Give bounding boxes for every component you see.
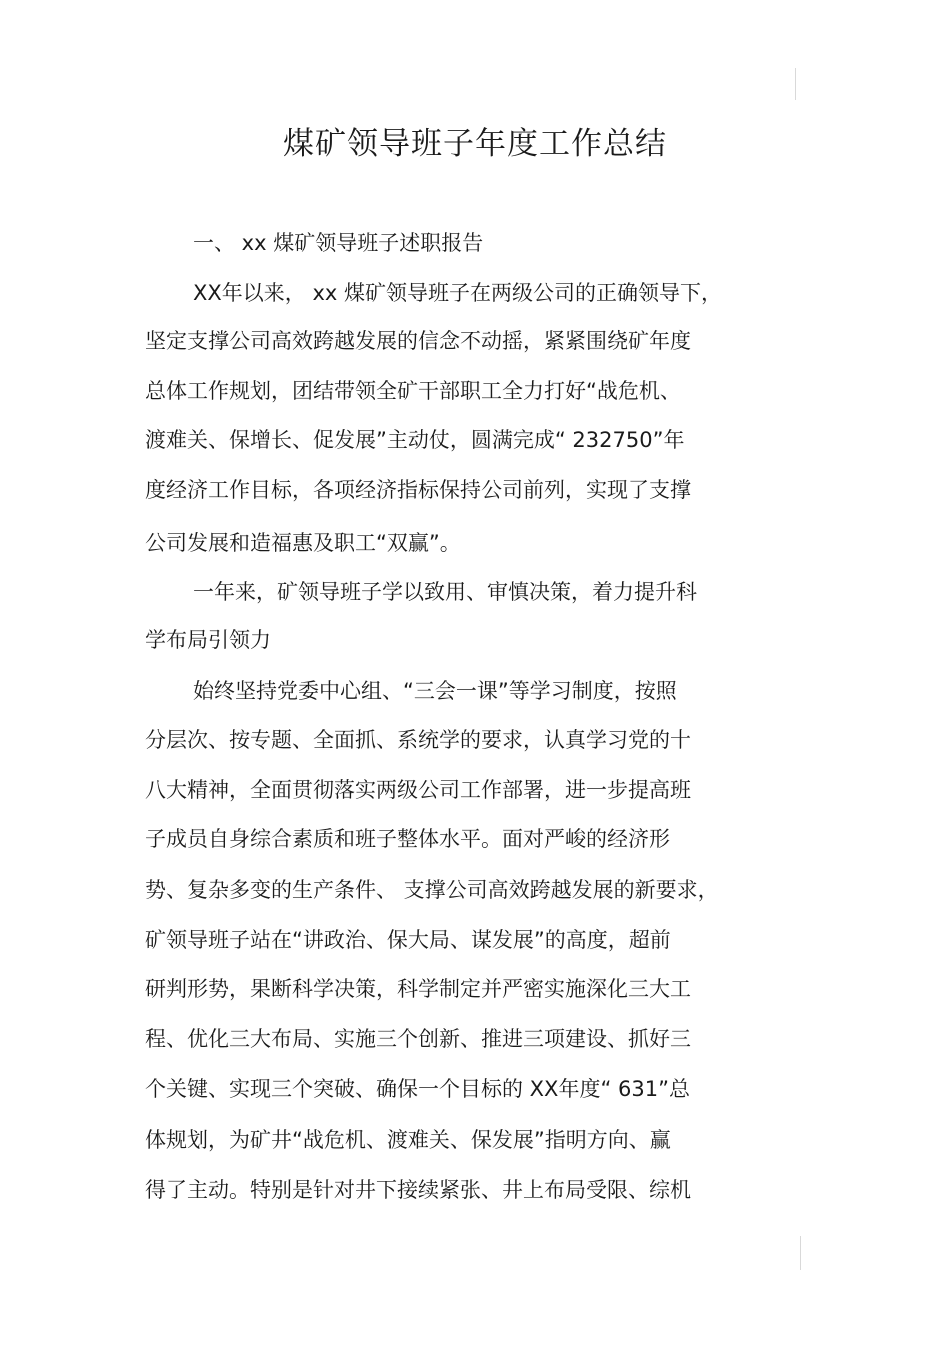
paragraph-line: 研判形势，果断科学决策，科学制定并严密实施深化三大工 [145, 977, 691, 1001]
paragraph-line: 公司发展和造福惠及职工“双赢”。 [145, 531, 461, 555]
paragraph-line: 个关键、实现三个突破、确保一个目标的 XX年度“ 631”总 [145, 1077, 690, 1101]
paragraph-line: 势、复杂多变的生产条件、 支撑公司高效跨越发展的新要求， [145, 878, 719, 902]
paragraph-line: 一年来，矿领导班子学以致用、审慎决策，着力提升科 [193, 580, 697, 604]
paragraph-line: XX年以来， xx 煤矿领导班子在两级公司的正确领导下， [193, 281, 722, 305]
paragraph-line: 分层次、按专题、全面抓、系统学的要求，认真学习党的十 [145, 728, 691, 752]
paragraph-line: 体规划，为矿井“战危机、渡难关、保发展”指明方向、赢 [145, 1128, 671, 1152]
paragraph-line: 总体工作规划，团结带领全矿干部职工全力打好“战危机、 [145, 379, 681, 403]
page-corner-mark-top [795, 68, 796, 100]
paragraph-line: 渡难关、保增长、促发展”主动仗，圆满完成“ 232750”年 [145, 428, 685, 452]
paragraph-line: 得了主动。特别是针对井下接续紧张、井上布局受限、综机 [145, 1178, 691, 1202]
paragraph-line: 坚定支撑公司高效跨越发展的信念不动摇，紧紧围绕矿年度 [145, 329, 691, 353]
page-corner-mark-bottom [800, 1236, 801, 1270]
paragraph-line: 程、优化三大布局、实施三个创新、推进三项建设、抓好三 [145, 1027, 691, 1051]
paragraph-line: 度经济工作目标，各项经济指标保持公司前列，实现了支撑 [145, 478, 691, 502]
paragraph-line: 始终坚持党委中心组、“三会一课”等学习制度，按照 [193, 679, 677, 703]
paragraph-line: 子成员自身综合素质和班子整体水平。面对严峻的经济形 [145, 827, 670, 851]
paragraph-line: 矿领导班子站在“讲政治、保大局、谋发展”的高度，超前 [145, 928, 671, 952]
document-title: 煤矿领导班子年度工作总结 [283, 126, 667, 162]
paragraph-line: 学布局引领力 [145, 628, 271, 652]
section-heading: 一、 xx 煤矿领导班子述职报告 [193, 231, 484, 255]
paragraph-line: 八大精神，全面贯彻落实两级公司工作部署，进一步提高班 [145, 778, 691, 802]
